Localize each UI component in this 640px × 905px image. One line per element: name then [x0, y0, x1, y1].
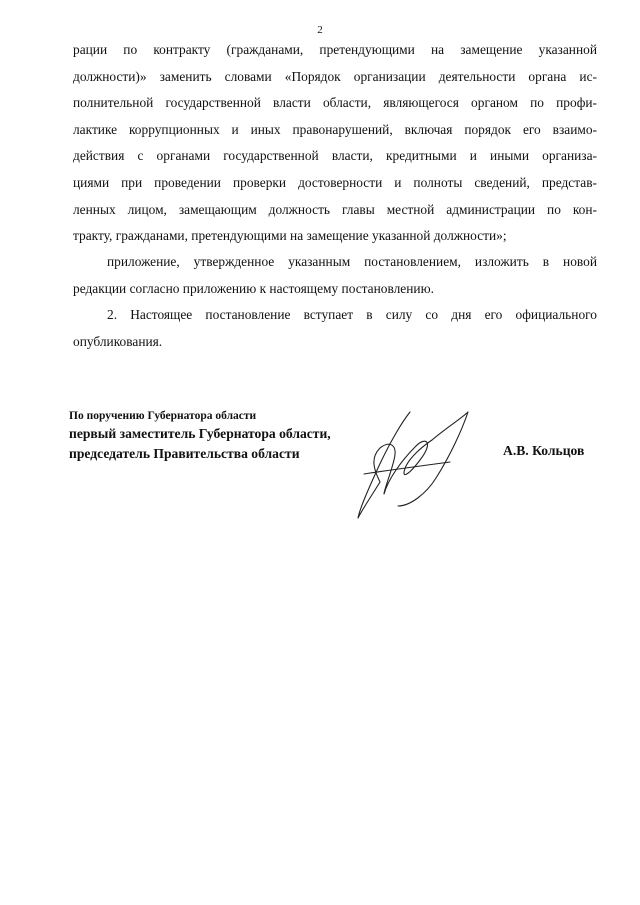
text-line: ленных лицом, замещающим должность главы местной администрации по кон-: [73, 201, 597, 217]
text-line: действия с органами государственной власти, кредитными и иными организа-: [73, 148, 597, 164]
text-line: 2. Настоящее постановление вступает в силу со дня его официального: [107, 307, 597, 322]
text-line: редакции согласно приложению к настоящему постановлению.: [73, 280, 434, 296]
text-line: рации по контракту (гражданами, претендующими на замещение указанной: [73, 42, 597, 57]
signatory-title-block: [69, 409, 331, 464]
signatory-position: первый заместитель Губернатора области,: [69, 426, 331, 441]
text-line: циями при проведении проверки достоверности и полноты сведений, представ-: [73, 174, 597, 190]
text-line: лактике коррупционных и иных правонарушений, включая порядок его взаимо-: [73, 121, 597, 137]
page-number: 2: [317, 24, 323, 36]
signer-name: А.В. Кольцов: [503, 443, 585, 458]
text-line: должности)» заменить словами «Порядок организации деятельности органа ис-: [73, 68, 597, 84]
signatory-position-2: председатель Правительства области: [69, 446, 300, 461]
paragraph-appendix: [73, 249, 597, 302]
signatory-authority: По поручению Губернатора области: [69, 410, 257, 422]
text-line: тракту, гражданами, претендующими на замещение указанной должности»;: [73, 228, 507, 244]
paragraph-effective-date: [73, 302, 597, 355]
text-line: опубликования.: [73, 333, 163, 349]
paragraph-amendment: [73, 37, 597, 250]
handwritten-signature: [350, 400, 490, 525]
text-line: приложение, утвержденное указанным постановлением, изложить в новой: [107, 254, 597, 269]
text-line: полнительной государственной власти области, являющегося органом по профи-: [73, 95, 597, 111]
